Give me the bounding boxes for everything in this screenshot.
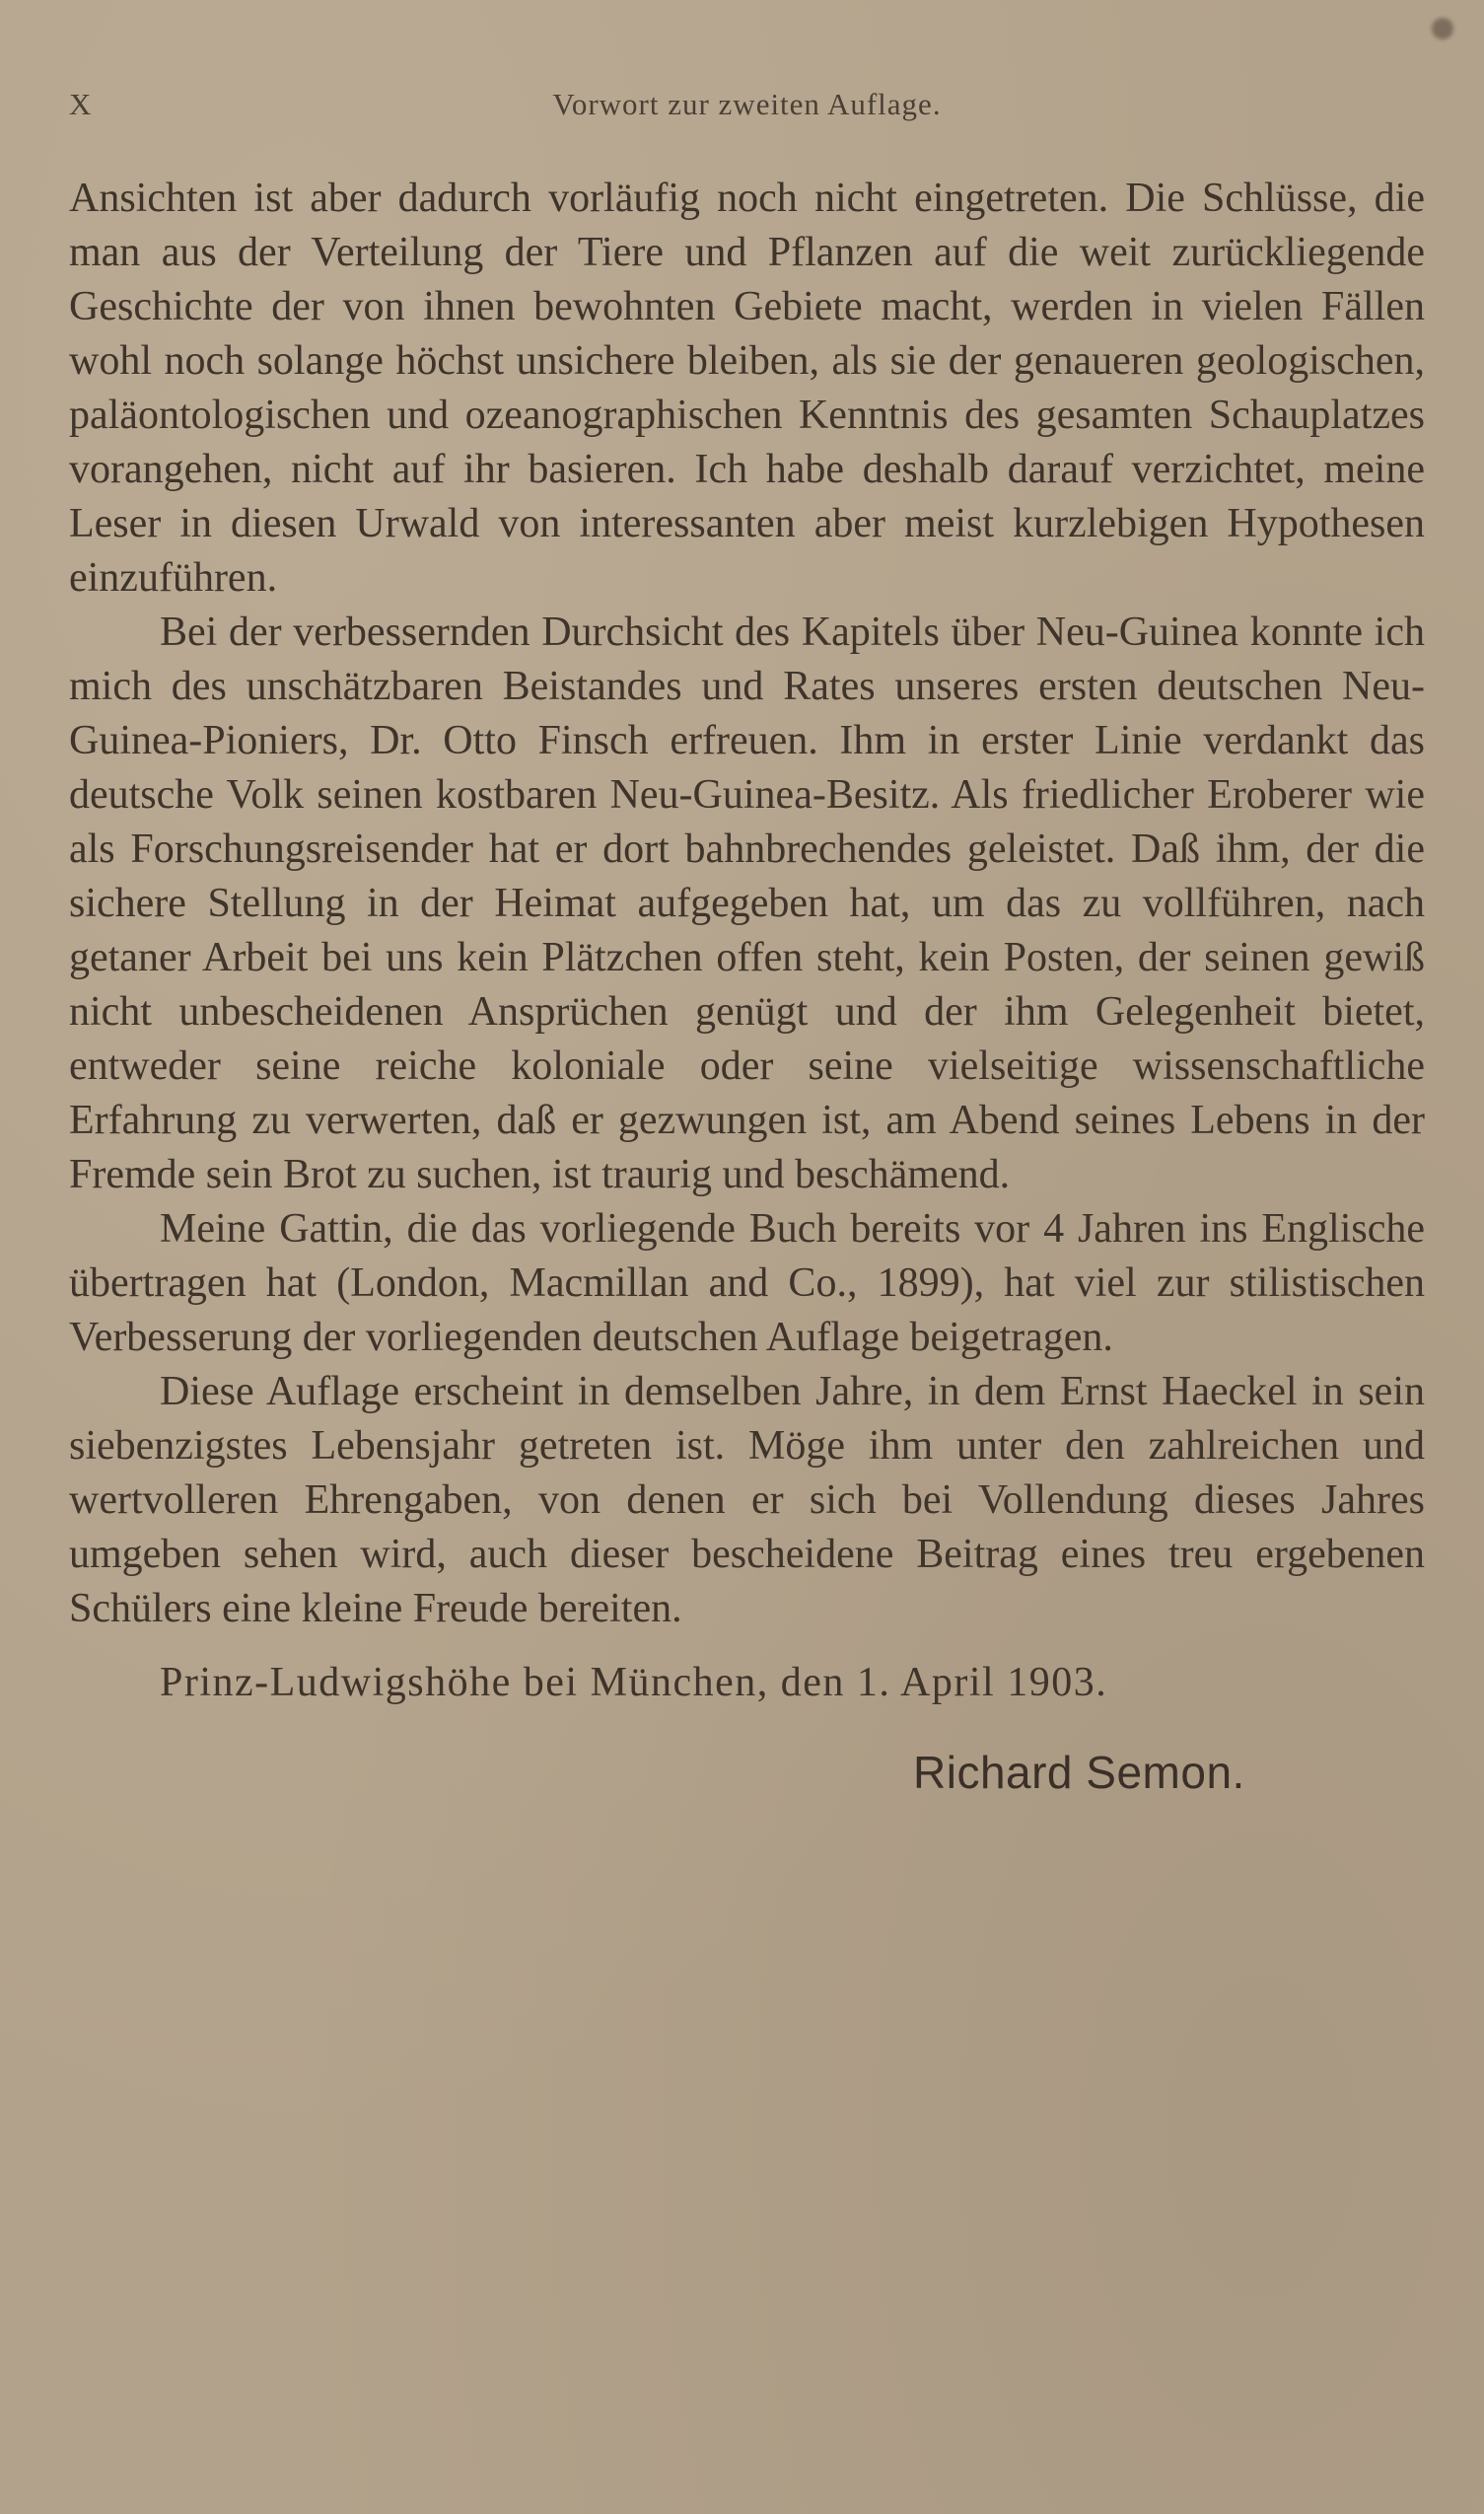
paragraph-continued: Ansichten ist aber dadurch vorläufig noch nicht eingetreten. Die Schlüsse, die man aus der Verteilung der Tiere und Pflanzen auf die weit zurückliegende Geschichte der von ihnen bewohnten Gebiete macht, werden in vielen Fällen wohl noch solange höchst unsichere bleiben, als sie der genaueren geologischen, paläontologischen und ozeanographischen Kenntnis des gesamten Schauplatzes vorangehen, nicht auf ihr basieren. Ich habe deshalb darauf verzichtet, meine Leser in diesen Urwald von interessanten aber meist kurzlebigen Hypothesen einzuführen. (69, 176, 1425, 601)
running-header (69, 87, 1425, 126)
paragraph-finsch: Bei der verbessernden Durchsicht des Kapitels über Neu-Guinea konnte ich mich des unschätzbaren Beistandes und Rates unseres ersten deutschen Neu-Guinea-Pioniers, Dr. Otto Finsch erfreuen. Ihm in erster Linie verdankt das deutsche Volk seinen kostbaren Neu-Guinea-Besitz. Als friedlicher Eroberer wie als Forschungsreisender hat er dort bahnbrechendes geleistet. Daß ihm, der die sichere Stellung in der Heimat aufgegeben hat, um das zu vollführen, nach getaner Arbeit bei uns kein Plätzchen offen steht, kein Posten, der seinen gewiß nicht unbescheidenen Ansprüchen genügt und der ihm Gelegenheit bietet, entweder seine reiche koloniale oder seine vielseitige wissenschaftliche Erfahrung zu verwerten, daß er gezwungen ist, am Abend seines Lebens in der Fremde sein Brot zu suchen, ist traurig und beschämend. (69, 610, 1425, 1197)
page-stain (1432, 18, 1453, 39)
page-number: X (69, 87, 93, 121)
author-signature: Richard Semon. (913, 1747, 1245, 1798)
running-title: Vorwort zur zweiten Auflage. (552, 87, 942, 121)
body-text (69, 172, 1425, 1800)
place-and-date: Prinz-Ludwigshöhe bei München, den 1. April 1903. (160, 1660, 1108, 1705)
paragraph-haeckel: Diese Auflage erscheint in demselben Jahre, in dem Ernst Haeckel in sein siebenzigstes Lebensjahr getreten ist. Möge ihm unter den zahlreichen und wertvolleren Ehrengaben, von denen er sich bei Vollendung dieses Jahres umgeben sehen wird, auch dieser bescheidene Beitrag eines treu ergebenen Schülers eine kleine Freude bereiten. (69, 1369, 1425, 1631)
paragraph-translation: Meine Gattin, die das vorliegende Buch bereits vor 4 Jahren ins Englische übertragen hat (London, Macmillan and Co., 1899), hat viel zur stilistischen Verbesserung der vorliegenden deutschen Auflage beigetragen. (69, 1206, 1425, 1360)
